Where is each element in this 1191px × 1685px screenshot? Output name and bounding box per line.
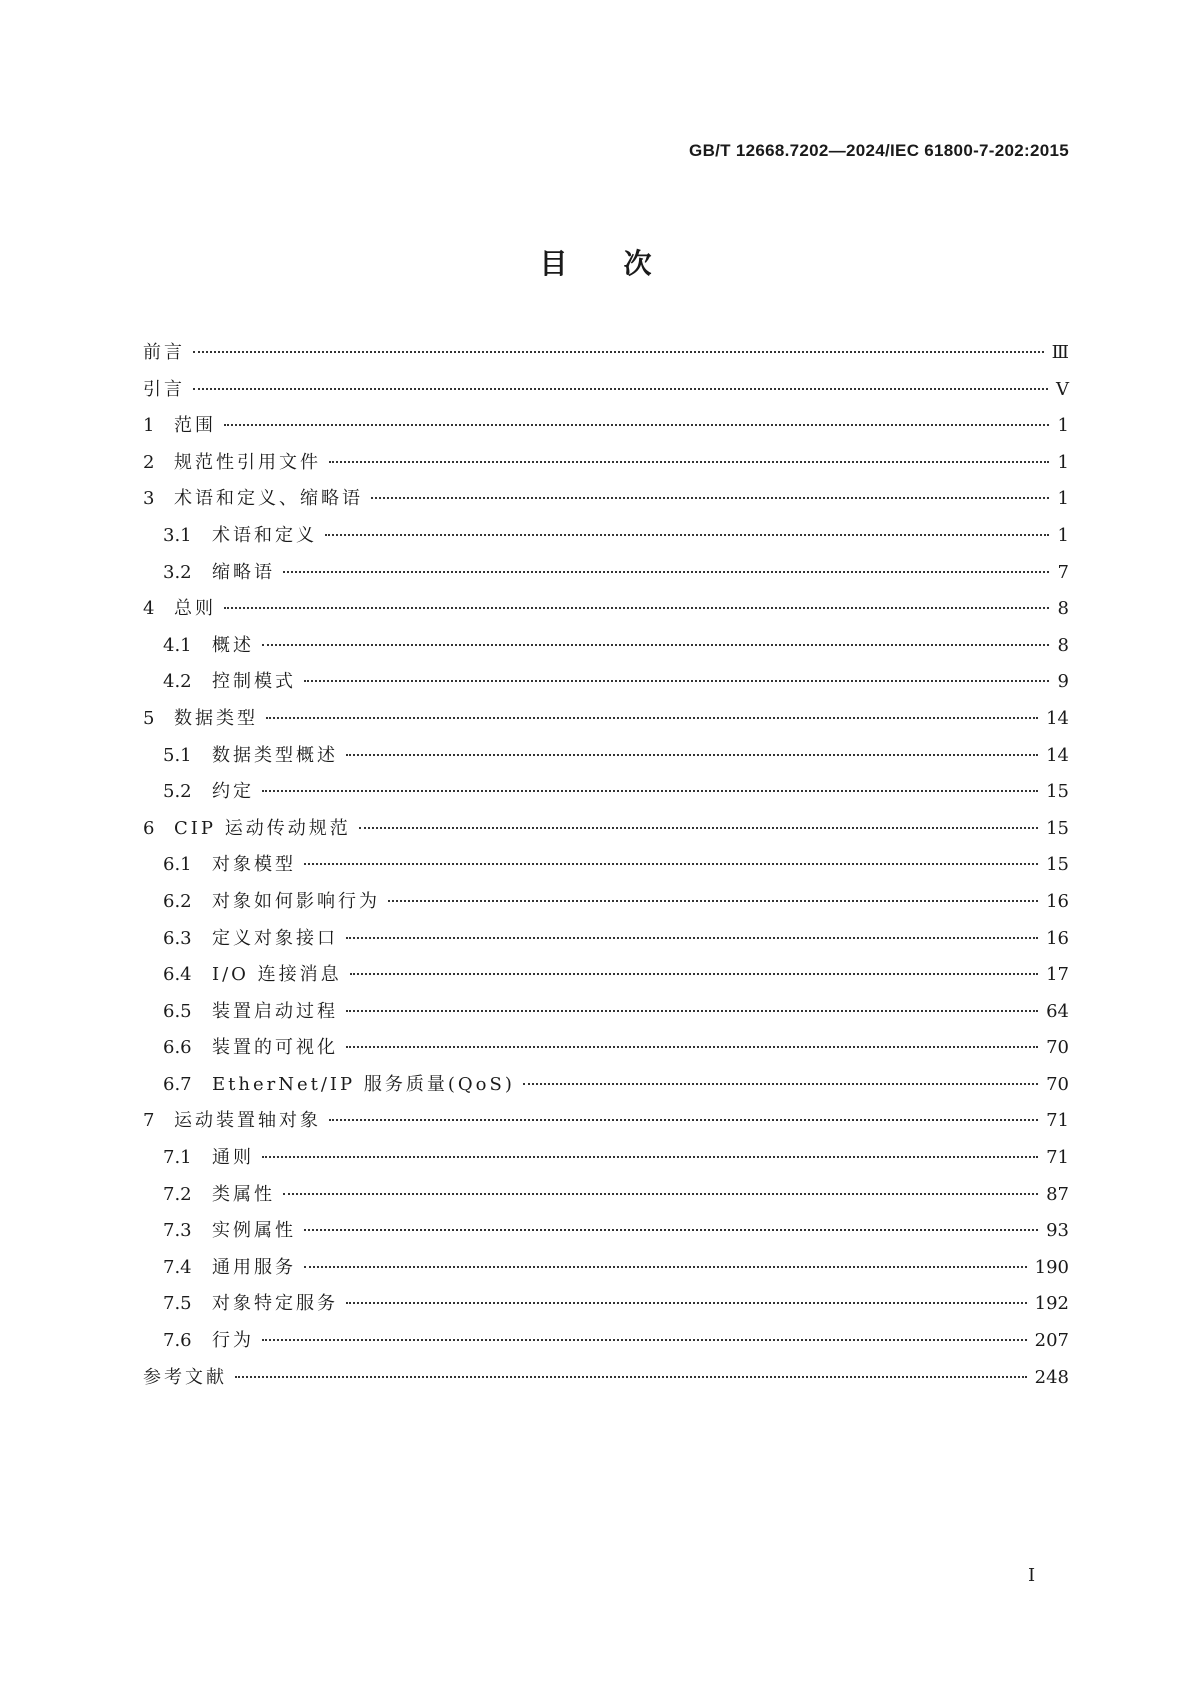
toc-entry-number: 7 xyxy=(143,1110,155,1132)
toc-dot-leader xyxy=(262,1339,1027,1341)
toc-dot-leader xyxy=(193,388,1048,390)
toc-entry-title: 前言 xyxy=(143,342,185,363)
toc-dot-leader xyxy=(266,717,1038,719)
toc-dot-leader xyxy=(346,1046,1038,1048)
toc-entry-page: 1 xyxy=(1057,524,1069,546)
toc-entry[interactable] xyxy=(143,375,1069,412)
toc-dot-leader xyxy=(304,1266,1027,1268)
toc-entry-title: 参考文献 xyxy=(143,1366,227,1388)
toc-entry-page: 8 xyxy=(1057,634,1069,656)
toc-entry-title: 实例属性 xyxy=(212,1220,296,1242)
toc-entry-number: 4 xyxy=(143,598,155,620)
toc-entry-title: CIP 运动传动规范 xyxy=(174,817,351,839)
toc-entry[interactable] xyxy=(143,594,1069,631)
toc-entry[interactable] xyxy=(143,411,1069,448)
toc-entry-page: 17 xyxy=(1046,964,1069,986)
table-of-contents xyxy=(143,338,1069,1399)
toc-entry[interactable] xyxy=(143,924,1069,961)
toc-entry-title: 通则 xyxy=(212,1147,254,1169)
toc-dot-leader xyxy=(304,863,1038,865)
toc-entry-page: 15 xyxy=(1046,817,1069,839)
toc-entry-title: 对象如何影响行为 xyxy=(212,890,380,912)
toc-entry-number: 6.2 xyxy=(163,890,192,912)
toc-entry[interactable] xyxy=(143,850,1069,887)
toc-dot-leader xyxy=(304,1229,1038,1231)
toc-entry-page: 1 xyxy=(1057,415,1069,437)
toc-entry[interactable] xyxy=(143,484,1069,521)
toc-entry-number: 4.2 xyxy=(163,671,192,693)
toc-dot-leader xyxy=(346,1010,1038,1012)
toc-entry-page: 16 xyxy=(1046,890,1069,912)
toc-entry-page: 93 xyxy=(1046,1220,1069,1242)
toc-entry-title: 概述 xyxy=(212,634,254,656)
toc-entry-title: 总则 xyxy=(174,598,216,620)
toc-dot-leader xyxy=(304,680,1049,682)
toc-entry-page: 70 xyxy=(1046,1073,1069,1095)
toc-dot-leader xyxy=(329,461,1049,463)
toc-entry[interactable] xyxy=(143,1253,1069,1290)
toc-entry-page: 71 xyxy=(1046,1110,1069,1132)
toc-dot-leader xyxy=(388,900,1038,902)
toc-entry-number: 2 xyxy=(143,451,155,473)
toc-dot-leader xyxy=(523,1083,1038,1085)
toc-entry-title: 引言 xyxy=(143,378,185,400)
toc-entry[interactable] xyxy=(143,1070,1069,1107)
toc-entry-title: 运动装置轴对象 xyxy=(174,1110,321,1132)
toc-entry[interactable] xyxy=(143,338,1069,375)
toc-entry-title: 缩略语 xyxy=(212,561,275,583)
toc-dot-leader xyxy=(224,607,1049,609)
toc-dot-leader xyxy=(359,827,1038,829)
toc-entry-number: 6 xyxy=(143,817,155,839)
toc-entry-number: 7.2 xyxy=(163,1183,192,1205)
toc-entry-page: 14 xyxy=(1046,707,1069,729)
toc-entry-title: 规范性引用文件 xyxy=(174,451,321,473)
toc-entry-number: 7.1 xyxy=(163,1147,192,1169)
toc-entry-page: 70 xyxy=(1046,1037,1069,1059)
toc-entry-page: 192 xyxy=(1034,1293,1069,1315)
toc-entry[interactable] xyxy=(143,1180,1069,1217)
toc-dot-leader xyxy=(262,790,1038,792)
toc-entry[interactable] xyxy=(143,704,1069,741)
toc-entry[interactable] xyxy=(143,777,1069,814)
toc-entry-number: 4.1 xyxy=(163,634,192,656)
toc-entry-title: 定义对象接口 xyxy=(212,927,338,949)
toc-entry[interactable] xyxy=(143,997,1069,1034)
toc-entry-page: 15 xyxy=(1046,854,1069,876)
toc-entry-number: 5 xyxy=(143,707,155,729)
toc-entry-page: 207 xyxy=(1034,1330,1069,1352)
toc-entry[interactable] xyxy=(143,631,1069,668)
toc-entry-title: 数据类型概述 xyxy=(212,744,338,766)
toc-entry-number: 3 xyxy=(143,488,155,510)
toc-entry-number: 1 xyxy=(143,415,155,437)
toc-dot-leader xyxy=(329,1119,1038,1121)
toc-entry-title: 术语和定义 xyxy=(212,524,317,546)
toc-entry[interactable] xyxy=(143,814,1069,851)
toc-entry-page: 9 xyxy=(1057,671,1069,693)
toc-dot-leader xyxy=(262,1156,1038,1158)
toc-entry-title: 装置的可视化 xyxy=(212,1037,338,1059)
toc-entry-title: 通用服务 xyxy=(212,1256,296,1278)
toc-dot-leader xyxy=(346,937,1038,939)
toc-entry-title: 对象模型 xyxy=(212,854,296,876)
toc-entry-page: Ⅲ xyxy=(1051,342,1069,363)
toc-entry-page: 16 xyxy=(1046,927,1069,949)
toc-entry[interactable] xyxy=(143,667,1069,704)
toc-entry-title: 装置启动过程 xyxy=(212,1000,338,1022)
toc-entry[interactable] xyxy=(143,960,1069,997)
page-title: 目次 xyxy=(539,247,708,280)
toc-entry-number: 6.3 xyxy=(163,927,192,949)
toc-dot-leader xyxy=(224,424,1049,426)
toc-entry-page: 7 xyxy=(1057,561,1069,583)
toc-entry-title: EtherNet/IP 服务质量(QoS) xyxy=(212,1073,515,1095)
toc-entry-number: 6.4 xyxy=(163,964,192,986)
toc-entry-number: 6.5 xyxy=(163,1000,192,1022)
toc-entry-number: 7.6 xyxy=(163,1330,192,1352)
toc-entry-page: 15 xyxy=(1046,781,1069,803)
toc-entry-page: 1 xyxy=(1057,488,1069,510)
toc-entry-page: 14 xyxy=(1046,744,1069,766)
toc-entry-title: 术语和定义、缩略语 xyxy=(174,488,363,510)
toc-dot-leader xyxy=(325,534,1049,536)
toc-entry-page: 64 xyxy=(1046,1000,1069,1022)
toc-entry-number: 6.7 xyxy=(163,1073,192,1095)
toc-entry[interactable] xyxy=(143,1289,1069,1326)
standard-code: GB/T 12668.7202—2024/IEC 61800-7-202:2015 xyxy=(689,141,1069,160)
toc-entry[interactable] xyxy=(143,1143,1069,1180)
toc-entry-title: 约定 xyxy=(212,781,254,803)
toc-entry[interactable] xyxy=(143,1363,1069,1400)
toc-entry-number: 6.6 xyxy=(163,1037,192,1059)
toc-dot-leader xyxy=(371,497,1049,499)
toc-entry-page: 87 xyxy=(1046,1183,1069,1205)
toc-entry[interactable] xyxy=(143,1216,1069,1253)
toc-entry-page: 71 xyxy=(1046,1147,1069,1169)
toc-dot-leader xyxy=(350,973,1038,975)
toc-entry-number: 7.3 xyxy=(163,1220,192,1242)
toc-dot-leader xyxy=(346,1302,1027,1304)
toc-entry[interactable] xyxy=(143,1033,1069,1070)
toc-dot-leader xyxy=(193,351,1044,353)
toc-dot-leader xyxy=(235,1376,1027,1378)
toc-entry-page: Ⅴ xyxy=(1056,378,1069,400)
toc-entry[interactable] xyxy=(143,1106,1069,1143)
toc-dot-leader xyxy=(262,644,1049,646)
toc-entry-title: 数据类型 xyxy=(174,707,258,729)
toc-entry[interactable] xyxy=(143,741,1069,778)
toc-dot-leader xyxy=(283,1193,1038,1195)
toc-entry-title: I/O 连接消息 xyxy=(212,964,342,986)
toc-entry-page: 190 xyxy=(1034,1256,1069,1278)
toc-entry-number: 3.2 xyxy=(163,561,192,583)
toc-entry[interactable] xyxy=(143,887,1069,924)
toc-entry[interactable] xyxy=(143,558,1069,595)
toc-entry-title: 范围 xyxy=(174,415,216,437)
toc-entry[interactable] xyxy=(143,521,1069,558)
toc-entry-title: 行为 xyxy=(212,1330,254,1352)
toc-entry-number: 3.1 xyxy=(163,524,192,546)
toc-entry[interactable] xyxy=(143,1326,1069,1363)
toc-entry-title: 控制模式 xyxy=(212,671,296,693)
toc-dot-leader xyxy=(346,754,1038,756)
toc-entry-title: 对象特定服务 xyxy=(212,1293,338,1315)
toc-entry-number: 5.2 xyxy=(163,781,192,803)
toc-dot-leader xyxy=(283,571,1049,573)
toc-entry-page: 1 xyxy=(1057,451,1069,473)
toc-entry-page: 8 xyxy=(1057,598,1069,620)
toc-entry-number: 7.4 xyxy=(163,1256,192,1278)
toc-entry[interactable] xyxy=(143,448,1069,485)
toc-entry-page: 248 xyxy=(1034,1366,1069,1388)
toc-entry-number: 6.1 xyxy=(163,854,192,876)
toc-entry-number: 7.5 xyxy=(163,1293,192,1315)
toc-entry-number: 5.1 xyxy=(163,744,192,766)
toc-entry-title: 类属性 xyxy=(212,1183,275,1205)
page-number: Ⅰ xyxy=(1028,1565,1036,1586)
